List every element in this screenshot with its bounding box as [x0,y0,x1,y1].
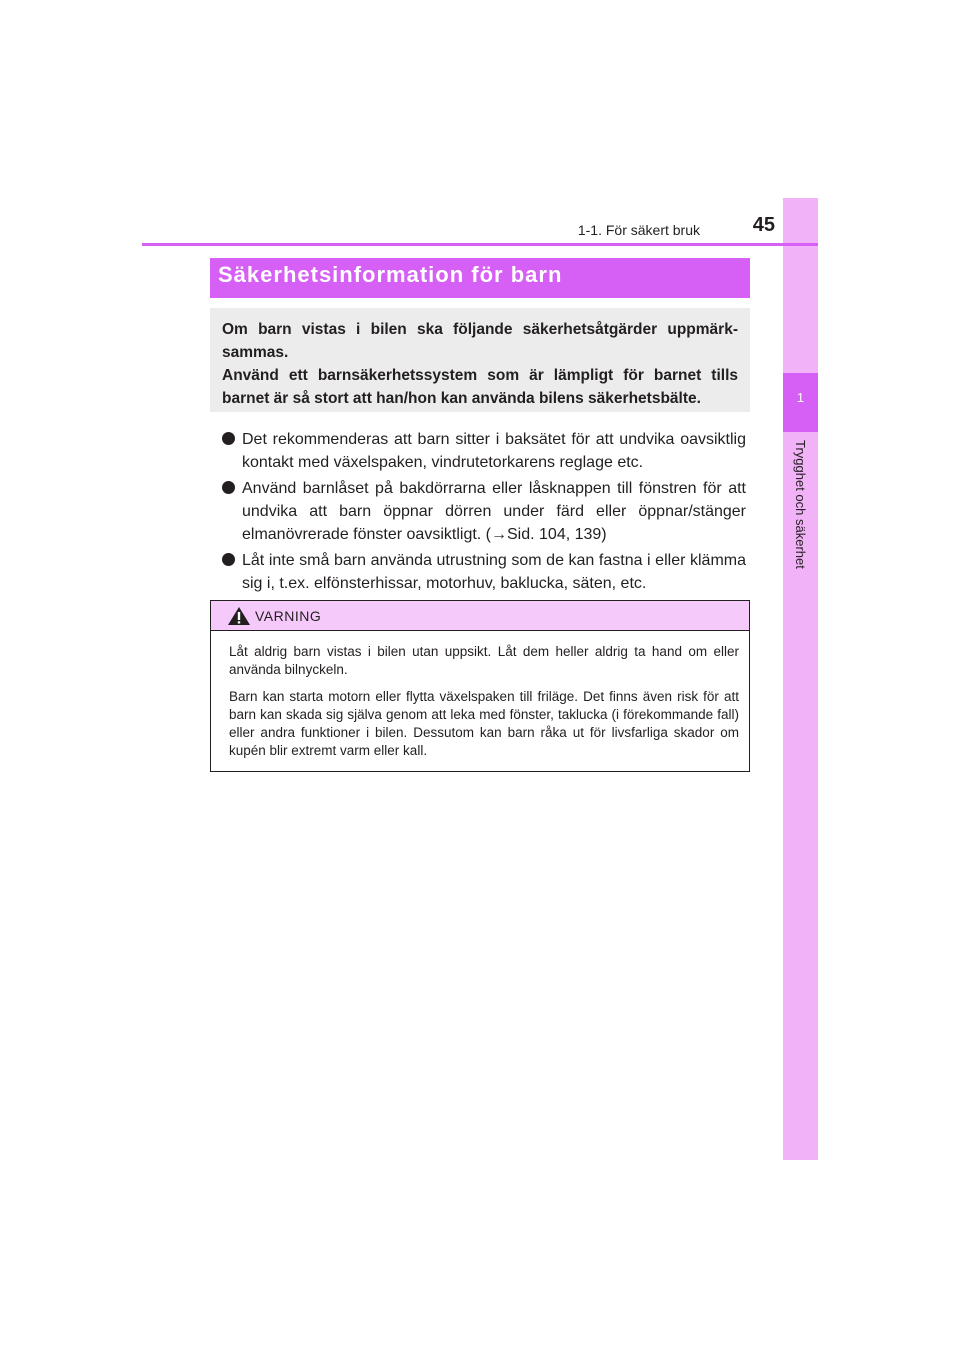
warning-triangle-icon [227,606,251,631]
bullet-text: Använd barnlåset på bakdörrarna eller låsknappen till fönstren för att undvika att barn öppnar dörren under färd eller öppnar/stänger elmanövrerade fönster oavsiktligt. (→Sid. 104, 139) [242,480,746,543]
bullet-text: Låt inte små barn använda utrustning som de kan fastna i eller klämma sig i, t.ex. elfönsterhissar, motorhuv, baklucka, säten, etc. [242,552,746,592]
list-item [222,428,746,474]
summary-line: Om barn vistas i bilen ska följande säkerhetsåtgärder uppmärk-sammas. [222,321,738,361]
header-rule [142,243,818,246]
bullet-icon [222,553,235,566]
list-item [222,477,746,546]
chapter-side-tab [783,198,818,1160]
warning-body [211,631,749,760]
warning-paragraph: Barn kan starta motorn eller flytta växelspaken till friläge. Det finns även risk för att barn kan skada sig själva genom att leka med fönster, taklucka (i förekommande fall) eller andra funktioner i bilen. Dessutom kan barn råka ut för livsfarliga skador om kupén blir extremt varm eller kall. [229,689,739,758]
chapter-number: 1 [796,390,805,405]
running-head: 1-1. För säkert bruk [577,222,700,238]
list-item [222,549,746,595]
summary-line: Använd ett barnsäkerhetssystem som är lämpligt för barnet tills barnet är så stort att han/hon kan använda bilens säkerhetsbälte. [222,367,738,407]
warning-label: VARNING [255,608,322,624]
section-title: Säkerhetsinformation för barn [210,258,750,298]
warning-box [210,600,750,772]
bullet-text: Det rekommenderas att barn sitter i baksätet för att undvika oavsiktlig kontakt med växelspaken, vindrutetorkarens reglage etc. [242,431,746,471]
bullet-list [222,428,746,598]
bullet-icon [222,481,235,494]
page-number: 45 [752,214,775,236]
summary-box [210,308,750,412]
bullet-icon [222,432,235,445]
warning-paragraph: Låt aldrig barn vistas i bilen utan uppsikt. Låt dem heller aldrig ta hand om eller använda bilnyckeln. [229,644,739,677]
warning-header [211,601,749,631]
chapter-title: Trygghet och säkerhet [793,440,808,569]
